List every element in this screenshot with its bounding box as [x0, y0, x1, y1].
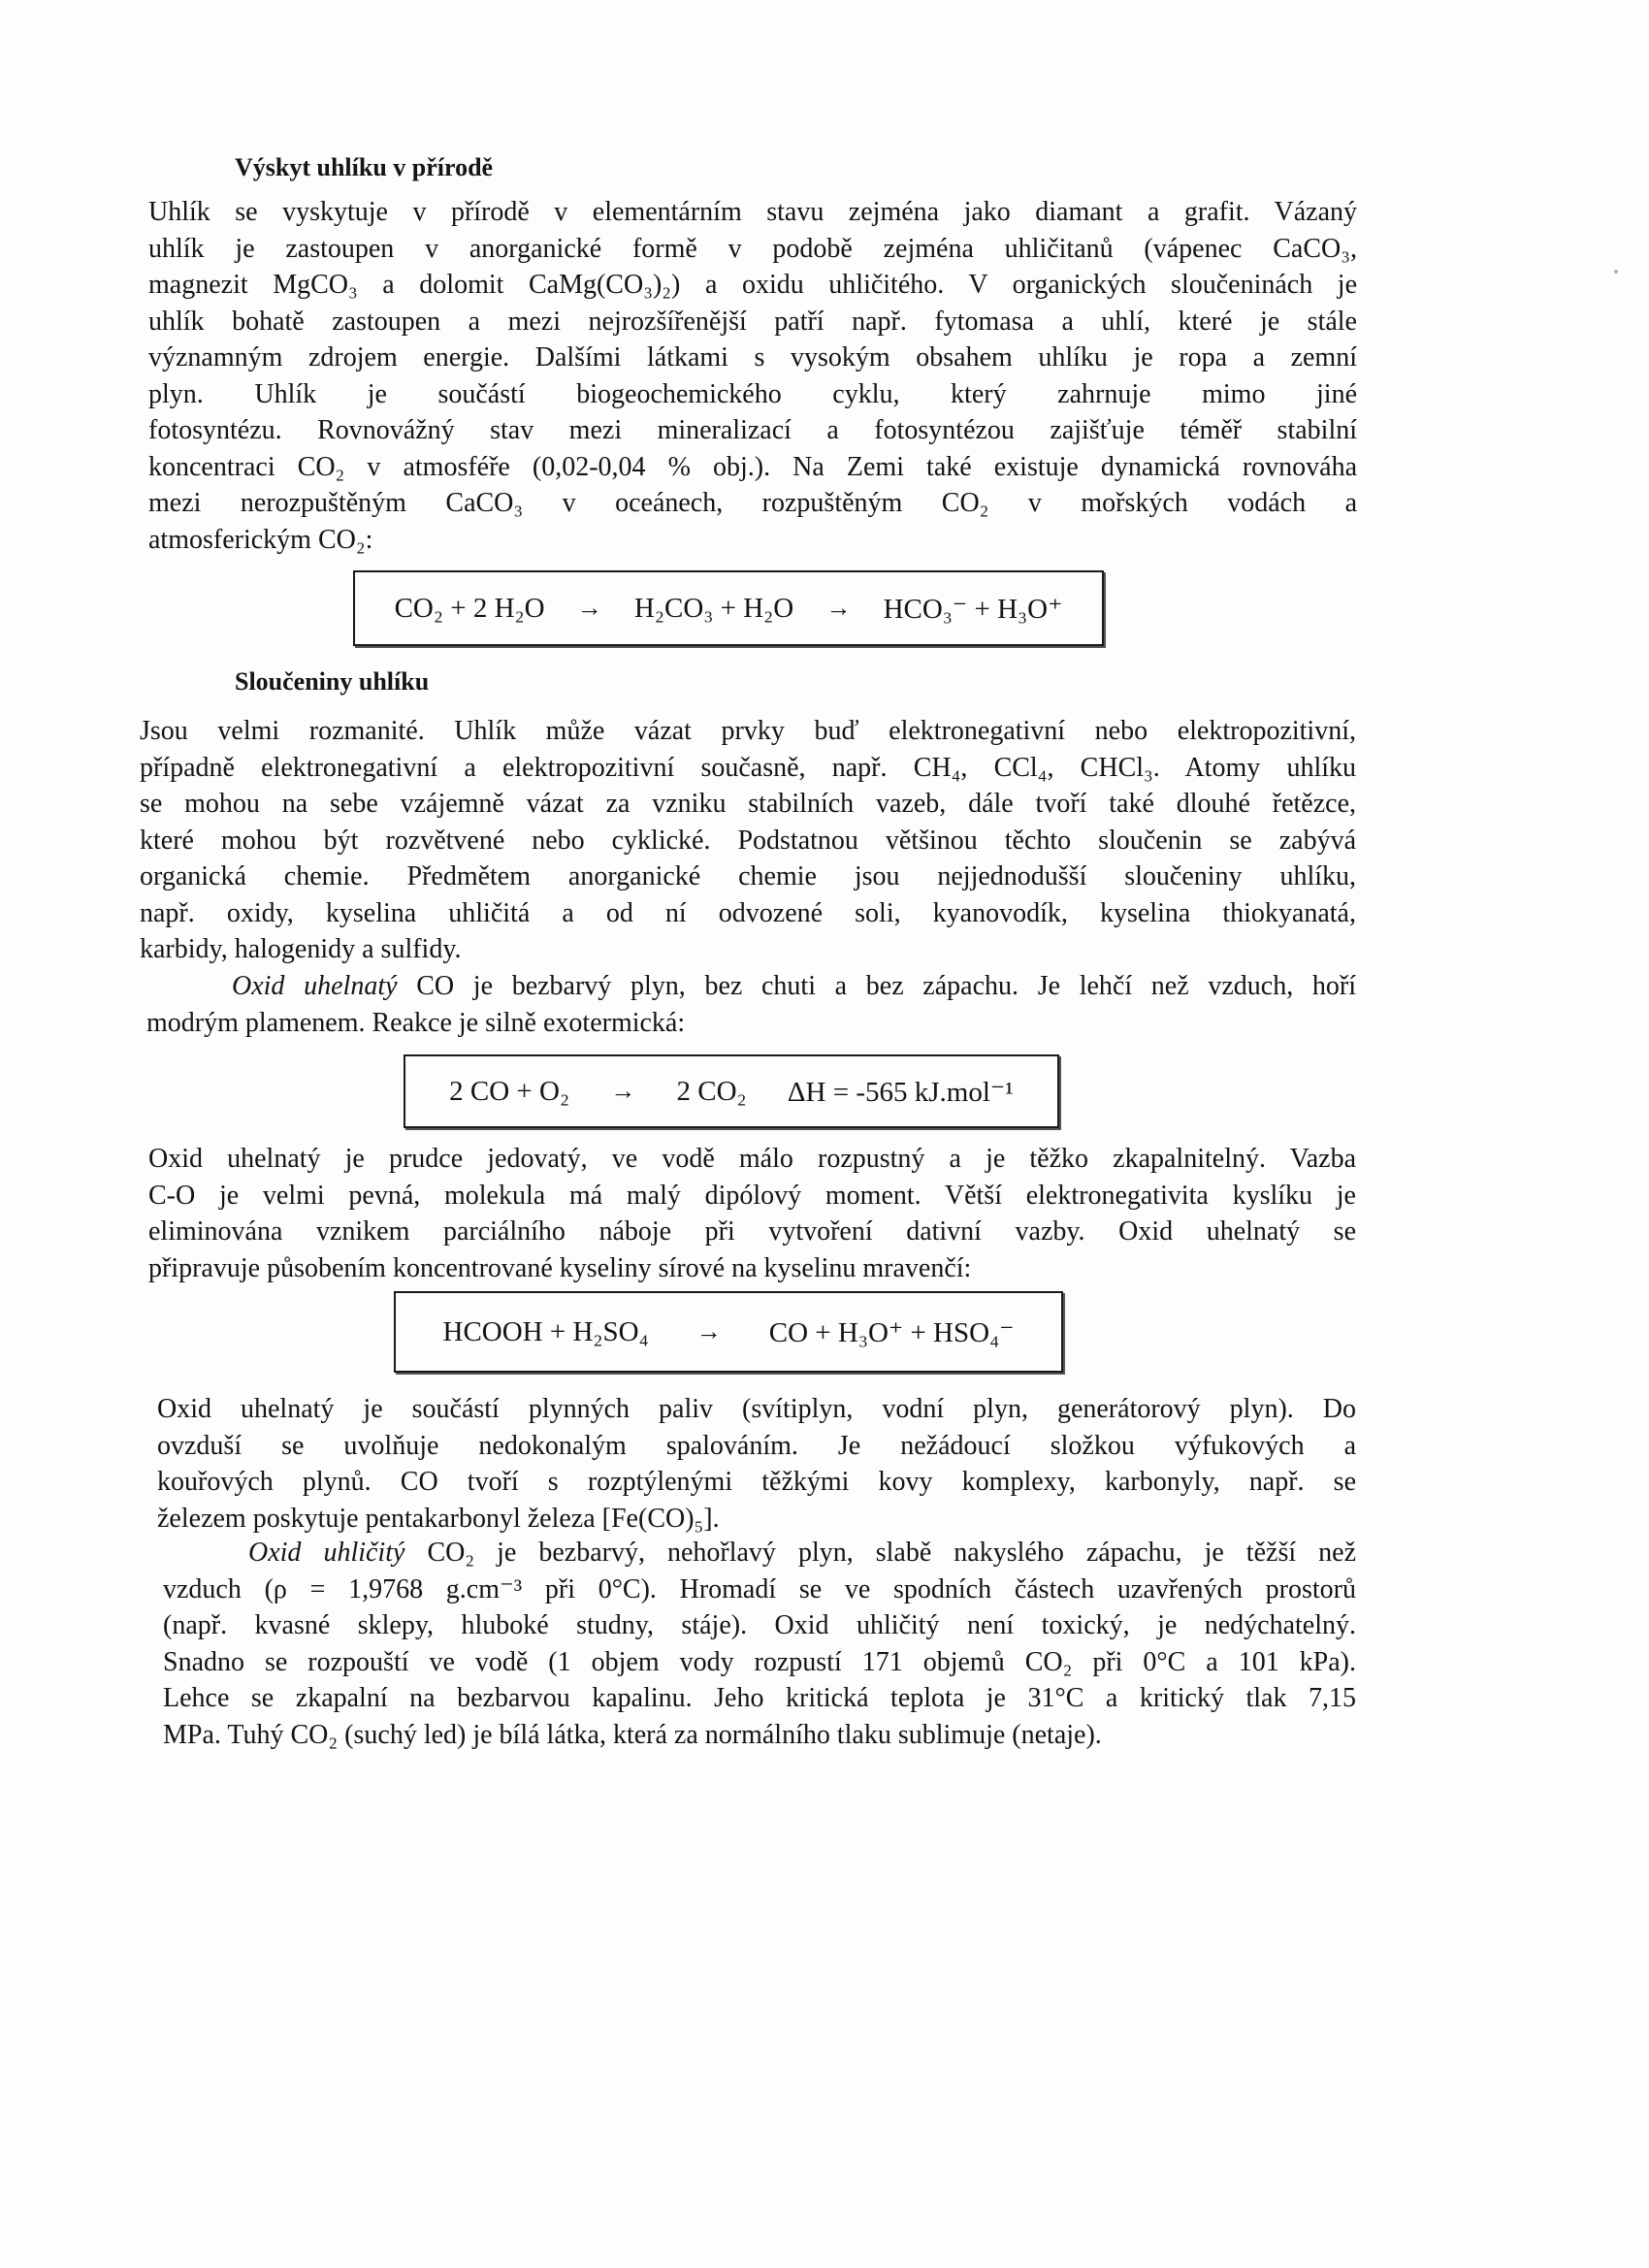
paragraph-co-uses [157, 1391, 1356, 1537]
paragraph-co-intro [146, 968, 1356, 1041]
text-line: Oxid uhelnatý je prudce jedovatý, ve vodě málo rozpustný a je těžko zkapalnitelný. Vazba [148, 1144, 1356, 1174]
enthalpy-value: ΔH = -565 kJ.mol⁻¹ [787, 1076, 1014, 1108]
text-line: modrým plamenem. Reakce je silně exotermická: [146, 1007, 686, 1038]
text-line: uhlík bohatě zastoupen a mezi nejrozšířenější patří např. fytomasa a uhlí, které je stále [148, 306, 1357, 337]
paragraph-carbon-compounds [140, 713, 1356, 968]
text-line: vzduch (ρ = 1,9768 g.cm⁻³ při 0°C). Hromadí se ve spodních částech uzavřených prostorů [163, 1573, 1356, 1604]
text-line: se mohou na sebe vzájemně vázat za vzniku stabilních vazeb, dále tvoří také dlouhé řetězce, [140, 789, 1356, 819]
text-line: Uhlík se vyskytuje v přírodě v elementárním stavu zejména jako diamant a grafit. Vázaný [148, 197, 1357, 227]
term-carbon-monoxide: Oxid uhelnatý [232, 971, 398, 1001]
text-line [163, 1535, 1356, 1571]
reaction-arrow: → [695, 1317, 722, 1345]
text-line: organická chemie. Předmětem anorganické chemie jsou nejjednodušší sloučeniny uhlíku, [140, 861, 1356, 891]
text-line: eliminována vznikem parciálního náboje při vytvoření dativní vazby. Oxid uhelnatý se [148, 1216, 1356, 1247]
equation-term: 2 CO + O₂ [449, 1075, 570, 1107]
equation-term: HCO₃⁻ + H₃O⁺ [883, 593, 1063, 625]
equation-term: HCOOH + H₂SO₄ [442, 1315, 649, 1347]
text-line: koncentraci CO₂ v atmosféře (0,02-0,04 % obj.). Na Zemi také existuje dynamická rovnováha [148, 451, 1357, 482]
paragraph-carbon-dioxide [163, 1535, 1356, 1753]
text-line: železem poskytuje pentakarbonyl železa [Fe(CO)₅]. [157, 1503, 720, 1534]
text-line: Jsou velmi rozmanité. Uhlík může vázat prvky buď elektronegativní nebo elektropozitivní, [140, 716, 1356, 746]
term-carbon-dioxide: Oxid uhličitý [248, 1538, 405, 1568]
text-line: uhlík je zastoupen v anorganické formě v podobě zejména uhličitanů (vápenec CaCO₃, [148, 233, 1357, 264]
text-line: mezi nerozpuštěným CaCO₃ v oceánech, rozpuštěným CO₂ v mořských vodách a [148, 488, 1357, 518]
equation-term: CO₂ + 2 H₂O [394, 592, 545, 624]
text-line: magnezit MgCO₃ a dolomit CaMg(CO₃)₂) a oxidu uhličitého. V organických sloučeninách je [148, 270, 1357, 300]
text-line: např. oxidy, kyselina uhličitá a od ní odvozené soli, kyanovodík, kyselina thiokyanatá, [140, 897, 1356, 928]
text-line [146, 968, 1356, 1005]
text-line: C-O je velmi pevná, molekula má malý dipólový moment. Větší elektronegativita kyslíku je [148, 1180, 1356, 1211]
text-line: kouřových plynů. CO tvoří s rozptýlenými těžkými kovy komplexy, karbonyly, např. se [157, 1467, 1356, 1497]
text-line: připravuje působením koncentrované kyseliny sírové na kyselinu mravenčí: [148, 1252, 972, 1283]
text-fragment: CO je bezbarvý plyn, bez chuti a bez zápachu. Je lehčí než vzduch, hoří [397, 971, 1356, 1001]
text-line: Oxid uhelnatý je součástí plynných paliv (svítiplyn, vodní plyn, generátorový plyn). Do [157, 1394, 1356, 1424]
reaction-arrow: → [825, 594, 852, 622]
paragraph-carbon-occurrence [148, 194, 1357, 558]
equation-box-co-combustion [404, 1054, 1059, 1128]
reaction-arrow: → [576, 594, 602, 622]
heading-carbon-compounds: Sloučeniny uhlíku [235, 667, 430, 696]
text-line: atmosferickým CO₂: [148, 524, 373, 555]
text-line: (např. kvasné sklepy, hluboké studny, stáje). Oxid uhličitý není toxický, je nedýchatelný. [163, 1610, 1356, 1640]
text-line: Lehce se zkapalní na bezbarvou kapalinu. Jeho kritická teplota je 31°C a kritický tlak 7,15 [163, 1683, 1356, 1713]
text-line: Snadno se rozpouští ve vodě (1 objem vody rozpustí 171 objemů CO₂ při 0°C a 101 kPa). [163, 1646, 1356, 1677]
text-fragment: CO₂ je bezbarvý, nehořlavý plyn, slabě nakyslého zápachu, je těžší než [404, 1538, 1356, 1568]
text-line: plyn. Uhlík je součástí biogeochemického cyklu, který zahrnuje mimo jiné [148, 378, 1357, 409]
paragraph-co-properties [148, 1141, 1356, 1286]
text-line: které mohou být rozvětvené nebo cyklické. Podstatnou většinou těchto sloučenin se zabývá [140, 825, 1356, 856]
text-line: karbidy, halogenidy a sulfidy. [140, 934, 462, 964]
equation-term: 2 CO₂ [676, 1075, 747, 1107]
text-line: ovzduší se uvolňuje nedokonalým spalováním. Je nežádoucí složkou výfukových a [157, 1430, 1356, 1461]
text-line: významným zdrojem energie. Dalšími látkami s vysokým obsahem uhlíku je ropa a zemní [148, 342, 1357, 373]
scan-speck [1614, 270, 1618, 274]
equation-box-co-preparation [394, 1291, 1063, 1373]
equation-term: H₂CO₃ + H₂O [633, 592, 794, 624]
text-line: případně elektronegativní a elektropozitivní současně, např. CH₄, CCl₄, CHCl₃. Atomy uhlíku [140, 752, 1356, 783]
equation-term: CO + H₃O⁺ + HSO₄⁻ [768, 1316, 1015, 1348]
reaction-arrow: → [610, 1077, 636, 1105]
equation-box-carbonate-equilibrium [353, 570, 1104, 646]
heading-carbon-occurrence: Výskyt uhlíku v přírodě [235, 153, 494, 181]
text-line: MPa. Tuhý CO₂ (suchý led) je bílá látka, která za normálního tlaku sublimuje (netaje). [163, 1719, 1102, 1750]
text-line: fotosyntézu. Rovnovážný stav mezi mineralizací a fotosyntézou zajišťuje téměř stabilní [148, 415, 1357, 445]
